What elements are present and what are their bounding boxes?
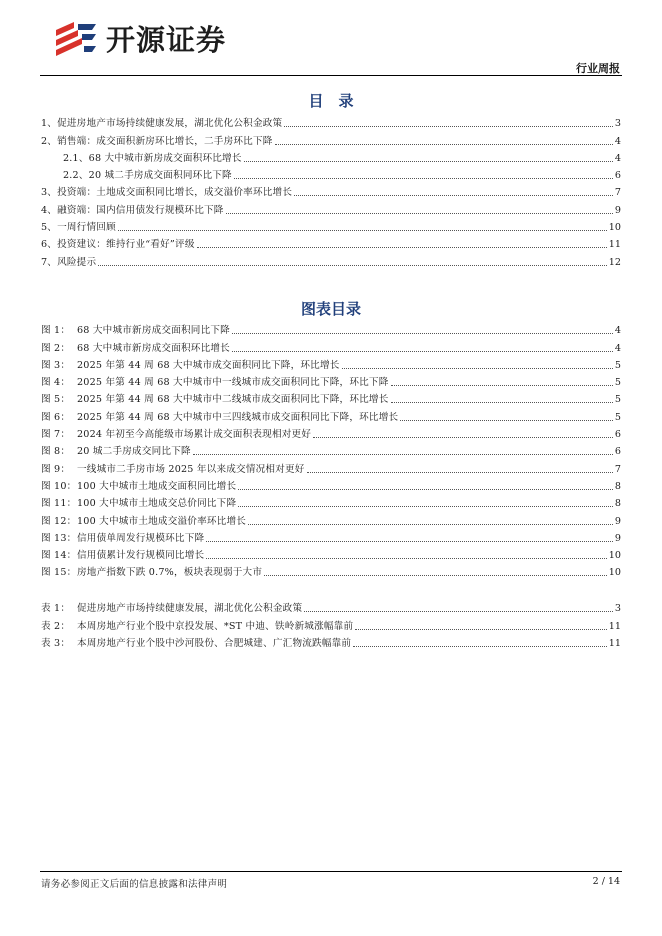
figures-title: 图表目录 bbox=[300, 300, 361, 318]
figure-entry[interactable]: 图 13：信用债单周发行规模环比下降 9 bbox=[41, 532, 621, 544]
figure-entry[interactable]: 图 1： 68 大中城市新房成交面积同比下降 4 bbox=[41, 325, 621, 337]
table-entry[interactable]: 表 1： 促进房地产市场持续健康发展，湖北优化公积金政策 3 bbox=[41, 603, 621, 615]
document-type: 行业周报 bbox=[576, 62, 620, 75]
figure-entry[interactable]: 图 8： 20 城二手房成交同比下降 6 bbox=[41, 446, 621, 458]
table-entry[interactable]: 表 3： 本周房地产行业个股中沙河股份、合肥城建、广汇物流跌幅靠前 11 bbox=[41, 637, 621, 649]
figure-entry[interactable]: 图 11：100 大中城市土地成交总价同比下降 8 bbox=[41, 498, 621, 510]
figure-entry[interactable]: 图 6： 2025 年第 44 周 68 大中城市中三四线城市成交面积同比下降，环比增长 5 bbox=[41, 411, 621, 423]
header-rule bbox=[40, 75, 622, 76]
figure-entry[interactable]: 图 9： 一线城市二手房市场 2025 年以来成交情况相对更好 7 bbox=[41, 463, 621, 475]
figure-entry[interactable]: 图 2： 68 大中城市新房成交面积环比增长 4 bbox=[41, 342, 621, 354]
footer-disclaimer: 请务必参阅正文后面的信息披露和法律声明 bbox=[41, 879, 228, 890]
figure-entry[interactable]: 图 15：房地产指数下跌 0.7%，板块表现弱于大市 10 bbox=[41, 567, 621, 579]
toc-entry-4[interactable]: 4、融资端：国内信用债发行规模环比下降 9 bbox=[41, 204, 621, 216]
figure-entry[interactable]: 图 12：100 大中城市土地成交溢价率环比增长 9 bbox=[41, 515, 621, 527]
company-name: 开源证券 bbox=[106, 23, 227, 57]
kaiyuan-logo-icon bbox=[52, 20, 98, 60]
figure-entry[interactable]: 图 4： 2025 年第 44 周 68 大中城市中一线城市成交面积同比下降，环比下降 5 bbox=[41, 377, 621, 389]
toc-entry-1[interactable]: 1、促进房地产市场持续健康发展，湖北优化公积金政策 3 bbox=[41, 118, 621, 130]
table-entry[interactable]: 表 2： 本周房地产行业个股中京投发展、*ST 中迪、铁岭新城涨幅靠前 11 bbox=[41, 620, 621, 632]
figures-list bbox=[41, 320, 621, 579]
figure-entry[interactable]: 图 5： 2025 年第 44 周 68 大中城市中二线城市成交面积同比下降，环比增长 5 bbox=[41, 394, 621, 406]
figure-entry[interactable]: 图 14：信用债累计发行规模同比增长 10 bbox=[41, 550, 621, 562]
toc-entry-5[interactable]: 5、一周行情回顾 10 bbox=[41, 222, 621, 234]
figure-entry[interactable]: 图 10：100 大中城市土地成交面积同比增长 8 bbox=[41, 480, 621, 492]
tables-list bbox=[41, 598, 621, 650]
footer-rule bbox=[40, 871, 622, 872]
toc-entry-2-2[interactable]: 2.2、20 城二手房成交面积同环比下降 6 bbox=[63, 170, 621, 182]
toc-entry-6[interactable]: 6、投资建议：维持行业“看好”评级 11 bbox=[41, 239, 621, 251]
toc-entry-2[interactable]: 2、销售端：成交面积新房环比增长，二手房环比下降 4 bbox=[41, 135, 621, 147]
figure-entry[interactable]: 图 3： 2025 年第 44 周 68 大中城市成交面积同比下降，环比增长 5 bbox=[41, 359, 621, 371]
company-logo bbox=[52, 20, 226, 60]
figure-entry[interactable]: 图 7： 2024 年初至今高能级市场累计成交面积表现相对更好 6 bbox=[41, 429, 621, 441]
toc-title: 目 录 bbox=[308, 92, 354, 110]
page-number: 2 / 14 bbox=[592, 876, 620, 887]
toc-entry-3[interactable]: 3、投资端：土地成交面积同比增长，成交溢价率环比增长 7 bbox=[41, 187, 621, 199]
toc-list bbox=[41, 113, 621, 269]
toc-entry-7[interactable]: 7、风险提示 12 bbox=[41, 256, 621, 268]
toc-entry-2-1[interactable]: 2.1、68 大中城市新房成交面积环比增长 4 bbox=[63, 152, 621, 164]
